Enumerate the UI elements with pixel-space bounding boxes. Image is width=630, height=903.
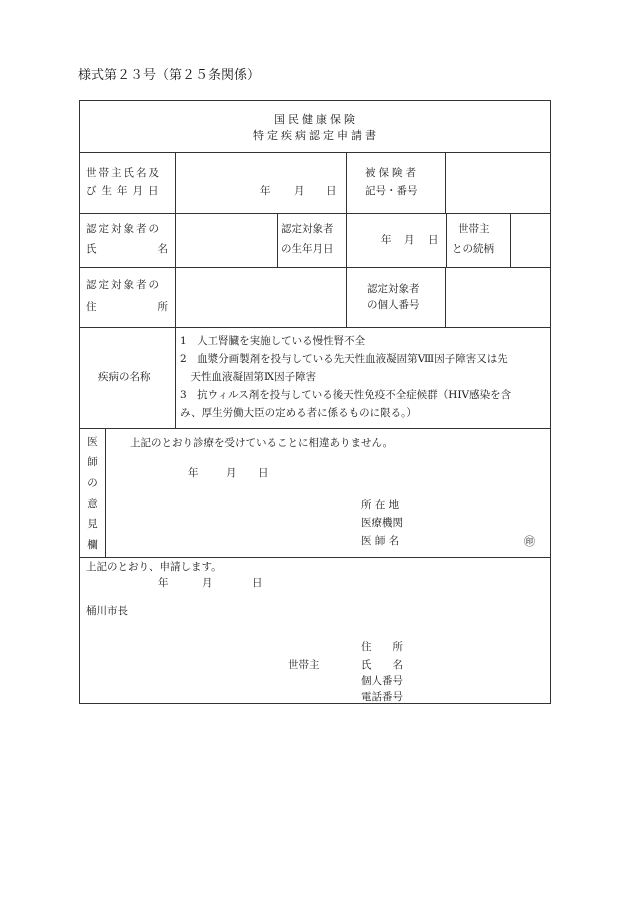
subject-name-label-line2 — [86, 241, 168, 258]
subject-address-label-line1: 認定対象者の — [86, 279, 161, 291]
subject-name-field[interactable] — [176, 214, 276, 266]
column-divider — [105, 428, 106, 557]
subject-address-label-b: 所 — [157, 301, 168, 313]
seal-icon: ㊞ — [524, 535, 535, 548]
householder-birth-year: 年 — [260, 185, 271, 197]
application-date-month: 月 — [202, 577, 213, 589]
form-title-line2: 特定疾病認定申請書 — [253, 129, 379, 142]
relation-label-line2: との続柄 — [452, 243, 494, 255]
row-divider — [80, 557, 550, 558]
doctor-label-char: 見 — [87, 518, 98, 531]
column-divider — [446, 213, 447, 267]
subject-address-label-line2 — [86, 299, 168, 316]
name-label: 氏 名 — [361, 659, 403, 671]
address-label: 住 所 — [361, 641, 403, 653]
insured-label-line1: 被保険者 — [365, 167, 419, 179]
doctor-label-char: 医 — [87, 435, 98, 448]
application-form — [79, 100, 551, 704]
disease-item-3-cont: み、厚生労働大臣の定める者に係るものに限る。） — [180, 407, 417, 419]
householder-birth-day: 日 — [326, 185, 337, 197]
form-number: 様式第２３号（第２５条関係） — [78, 68, 261, 83]
subject-birth-label-line2: の生年月日 — [281, 243, 334, 255]
subject-birth-day: 日 — [428, 234, 439, 246]
insured-number-field[interactable] — [446, 153, 550, 212]
addressee: 桶川市長 — [86, 605, 128, 617]
subject-name-label-line1: 認定対象者の — [86, 223, 161, 235]
row-divider — [80, 213, 550, 214]
application-statement: 上記のとおり、申請します。 — [86, 561, 222, 573]
doctor-date-month: 月 — [226, 467, 237, 479]
disease-item-2[interactable]: 2 血漿分画製剤を投与している先天性血液凝固第Ⅷ因子障害又は先 — [180, 353, 508, 365]
doctor-label-char: 師 — [87, 456, 98, 469]
doctor-institution-label: 医療機関 — [361, 517, 403, 529]
relation-label-line1: 世帯主 — [458, 223, 490, 235]
form-title-line1: 国民健康保険 — [274, 113, 358, 126]
doctor-label-char: 欄 — [87, 539, 98, 552]
subject-birth-label-line1: 認定対象者 — [281, 223, 334, 235]
subject-number-label-line1: 認定対象者 — [367, 283, 420, 295]
row-divider — [80, 327, 550, 328]
doctor-date-day: 日 — [258, 467, 269, 479]
subject-name-label-a: 氏 — [86, 243, 97, 255]
doctor-opinion-label — [80, 431, 105, 555]
householder-label-line1: 世帯主氏名及 — [86, 167, 161, 179]
disease-item-1[interactable]: 1 人工腎臓を実施している慢性腎不全 — [180, 335, 366, 347]
personal-number-label: 個人番号 — [361, 675, 403, 687]
subject-birth-year: 年 — [381, 234, 392, 246]
subject-name-label-b: 名 — [157, 243, 168, 255]
doctor-statement: 上記のとおり診療を受けていることに相違ありません。 — [130, 437, 394, 449]
column-divider — [277, 213, 278, 267]
doctor-name-label: 医 師 名 — [361, 535, 400, 547]
householder-birth-month: 月 — [294, 185, 305, 197]
subject-number-label-line2: の個人番号 — [367, 299, 420, 311]
application-date-year: 年 — [158, 577, 169, 589]
doctor-date-year: 年 — [188, 467, 199, 479]
disease-item-3[interactable]: 3 抗ウィルス剤を投与している後天性免疫不全症候群（HIV感染を含 — [180, 389, 512, 401]
subject-number-field[interactable] — [446, 268, 550, 326]
subject-address-label-a: 住 — [86, 301, 97, 313]
doctor-label-char: 意 — [87, 497, 98, 510]
subject-birth-month: 月 — [404, 234, 415, 246]
phone-label: 電話番号 — [361, 691, 403, 703]
doctor-location-label: 所 在 地 — [361, 499, 400, 511]
row-divider — [80, 428, 550, 429]
householder-label-line2: び生年月日 — [86, 185, 164, 197]
insured-label-line2: 記号・番号 — [365, 185, 418, 197]
doctor-label-char: の — [87, 477, 98, 490]
disease-item-2-cont: 天性血液凝固第Ⅸ因子障害 — [180, 371, 317, 383]
relation-field[interactable] — [511, 214, 550, 266]
disease-label: 疾病の名称 — [98, 371, 151, 383]
householder-sign-label: 世帯主 — [288, 659, 320, 671]
application-date-day: 日 — [252, 577, 263, 589]
